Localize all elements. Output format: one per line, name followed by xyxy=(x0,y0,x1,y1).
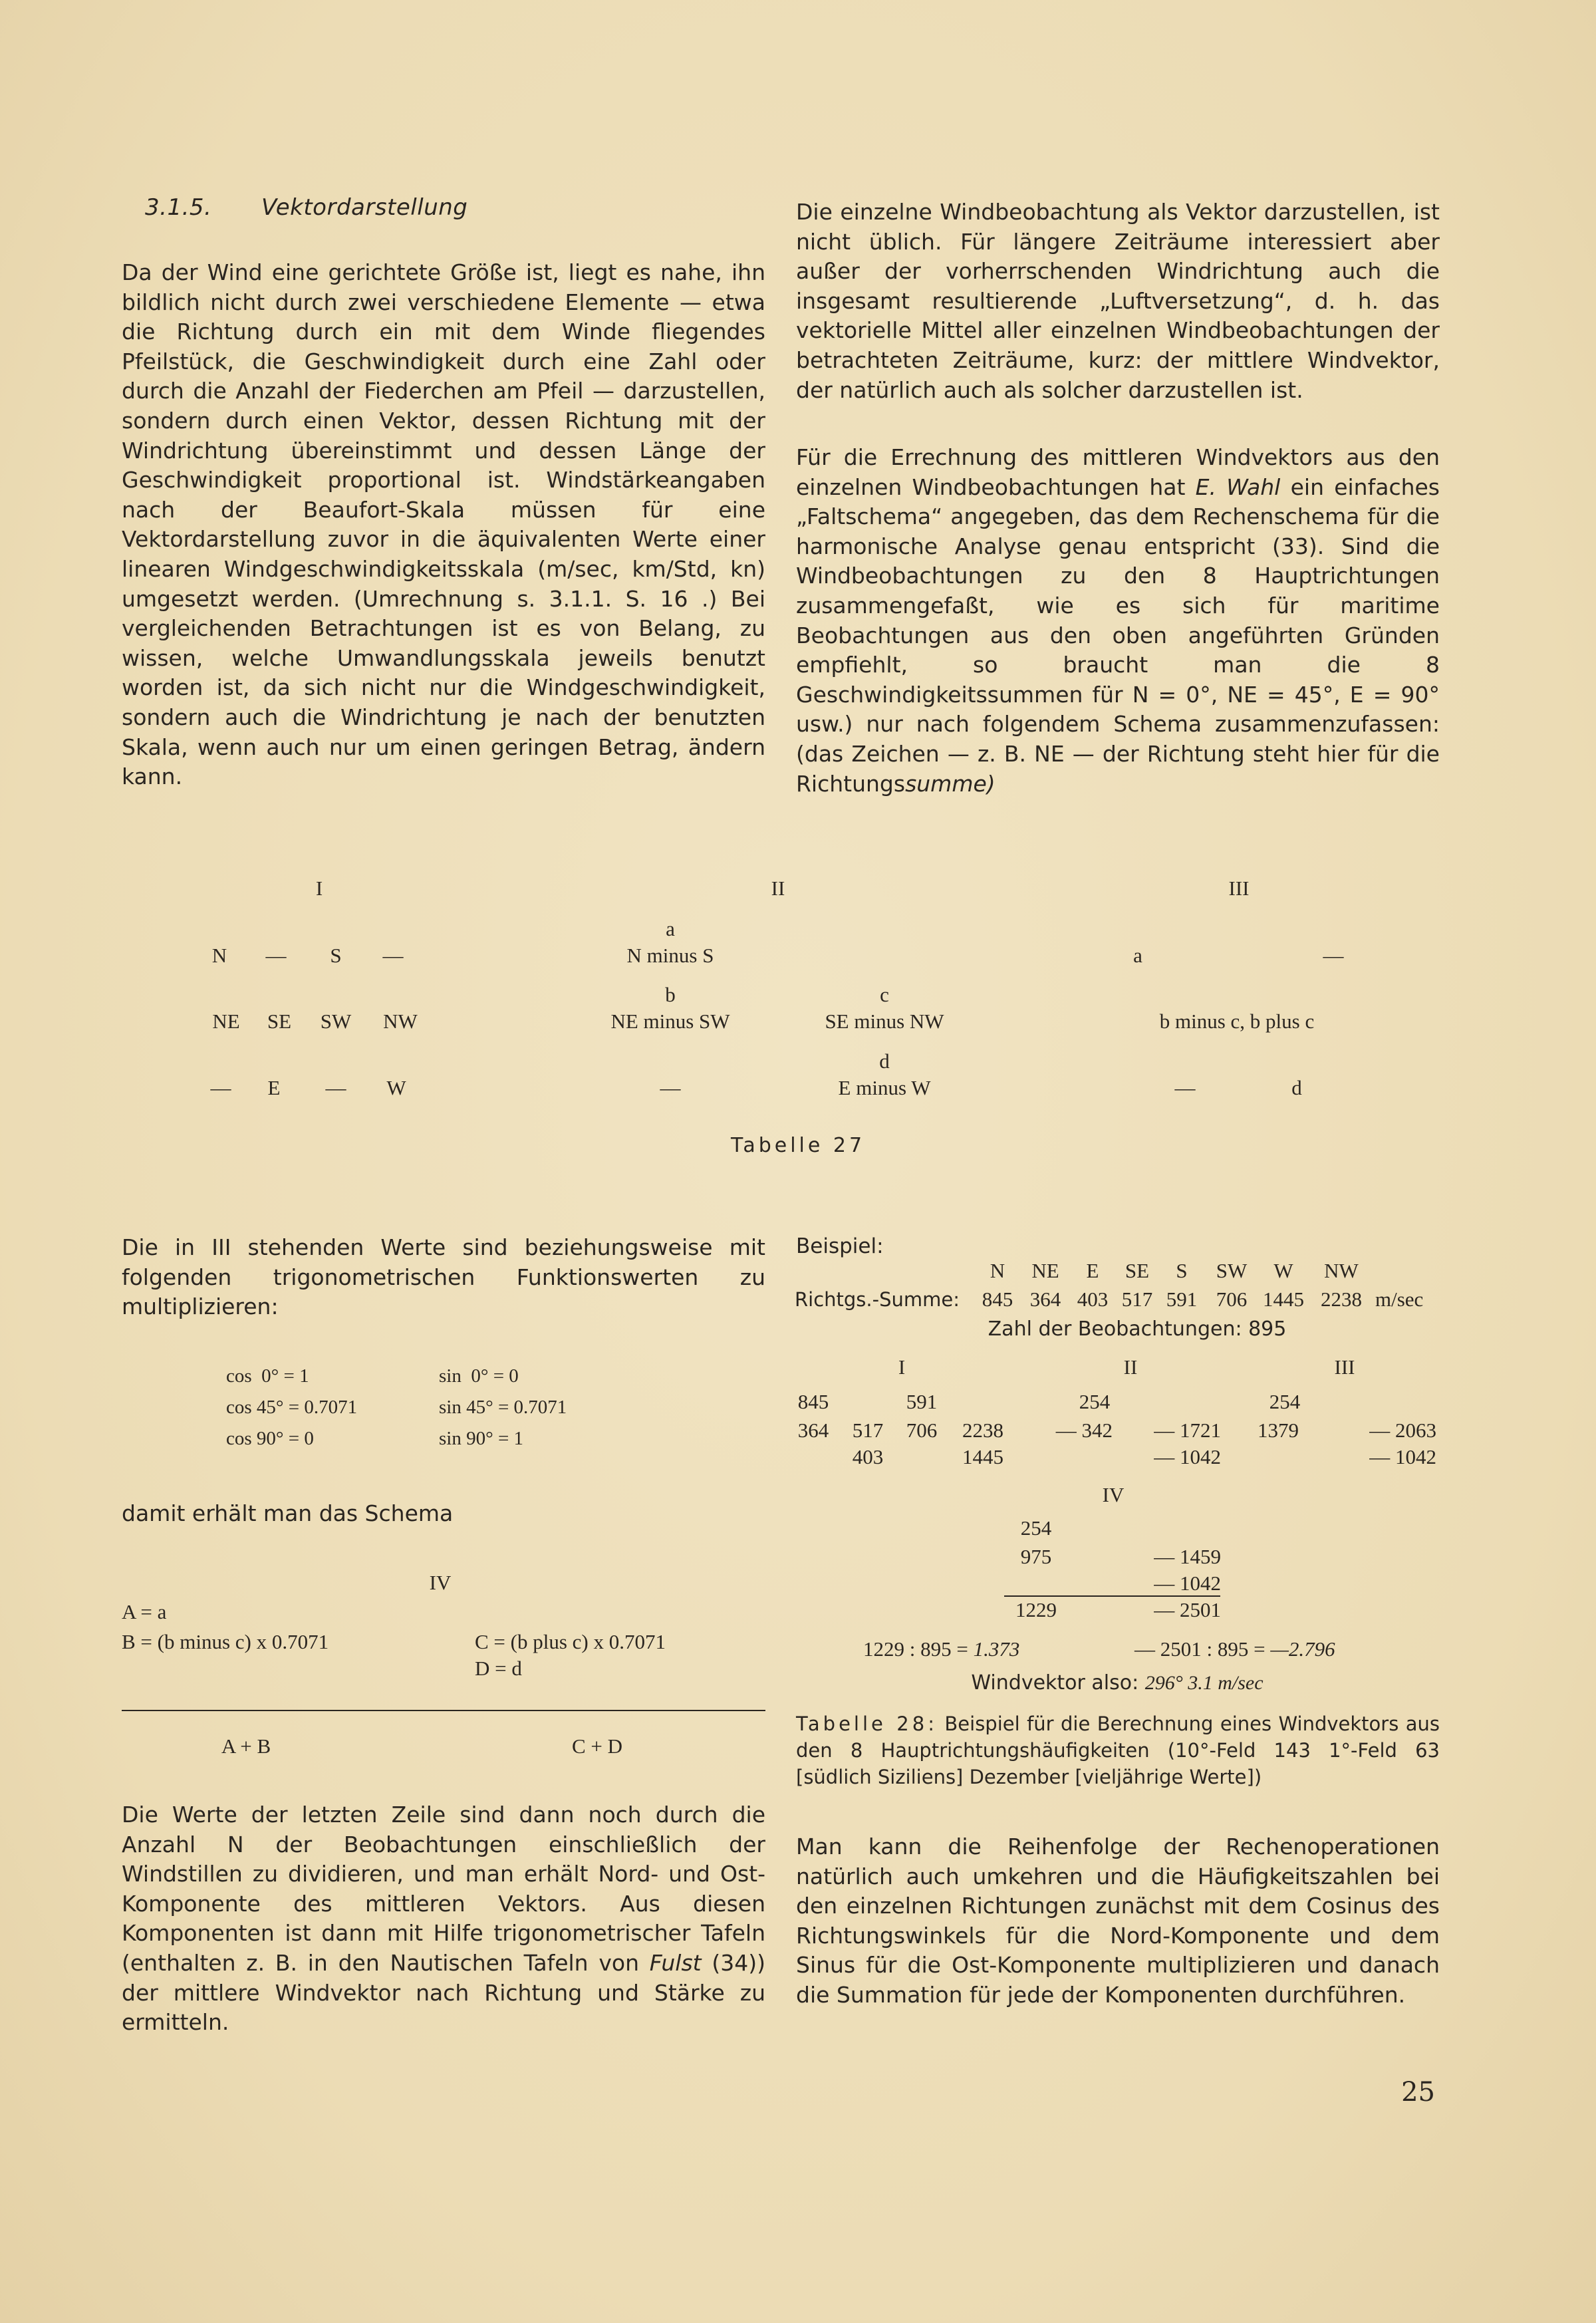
example-II-value: 254 xyxy=(1079,1390,1111,1413)
example-division-east xyxy=(1134,1637,1335,1661)
page-number: 25 xyxy=(1401,2077,1435,2108)
schema-IV-rule xyxy=(122,1710,765,1711)
author-name: E. Wahl xyxy=(1195,474,1281,500)
example-label: Beispiel: xyxy=(796,1234,884,1258)
schema-III-dash: — xyxy=(1323,944,1344,967)
schema-I-cell: S xyxy=(330,944,342,967)
example-division-north xyxy=(863,1637,1019,1661)
example-direction: NE xyxy=(1031,1259,1059,1282)
table-28-text: Beispiel für die Berechnung eines Windvektors aus den 8 Hauptrichtungshäufigkeiten (10°-Feld 143 1°-Feld 63 [südlich Siziliens] Dezember [vieljährige Werte]) xyxy=(796,1712,1440,1788)
example-count: Zahl der Beobachtungen: 895 xyxy=(988,1317,1287,1341)
example-IV-rule xyxy=(1004,1595,1220,1597)
schema-III-d: d xyxy=(1291,1076,1302,1099)
section-heading xyxy=(145,194,467,221)
schema-II-c-label: c xyxy=(880,983,889,1006)
example-IV-value: 254 xyxy=(1020,1516,1052,1540)
schema-IV-C: C = (b plus c) x 0.7071 xyxy=(475,1630,666,1653)
schema-I-cell: SE xyxy=(267,1010,292,1033)
schema-intro-text: damit erhält man das Schema xyxy=(122,1500,454,1526)
trig-cos: cos 45° = 0.7071 xyxy=(226,1397,358,1418)
division-expression: 1229 : 895 = xyxy=(863,1637,974,1661)
example-sum: 1445 xyxy=(1263,1288,1304,1311)
right-intro-paragraph-1: Die einzelne Windbeobachtung als Vektor darzustellen, ist nicht üblich. Für längere Zeiträume interessiert aber außer der vorherrschenden Windrichtung auch die insgesamt resultierende „Luftversetzung“, d. h. das vektorielle Mittel aller einzelnen Windbeobachtungen der betrachteten Zeiträume, kurz: der mittlere Windvektor, der natürlich auch als solcher darzustellen ist. xyxy=(796,199,1440,403)
example-III-value: 1379 xyxy=(1258,1419,1299,1442)
example-direction: SW xyxy=(1216,1259,1248,1282)
example-III-label: III xyxy=(1334,1355,1355,1379)
schema-II-a-expr: N minus S xyxy=(626,944,714,967)
schema-IV-B: B = (b minus c) x 0.7071 xyxy=(122,1630,329,1653)
example-IV-label: IV xyxy=(1102,1483,1125,1506)
example-direction: E xyxy=(1086,1259,1099,1282)
example-I-label: I xyxy=(898,1355,906,1379)
schema-col-III-label: III xyxy=(1228,877,1250,900)
section-title: Vektordarstellung xyxy=(261,194,468,221)
schema-IV-sum-left: A + B xyxy=(221,1734,271,1758)
schema-I-cell: E xyxy=(267,1076,281,1099)
right-intro-paragraph-2 xyxy=(796,443,1440,799)
schema-IV-D: D = d xyxy=(475,1657,522,1680)
paragraph-text: ein einfaches „Faltschema“ angegeben, das dem Rechenschema für die harmonische Analyse genau entspricht (33). Sind die Windbeobachtungen zu den 8 Hauptrichtungen zusammengefaßt, wie es sich für maritime Beobachtungen aus den oben angeführten Gründen empfiehlt, so braucht man die 8 Geschwindigkeitssummen für N = 0°, NE = 45°, E = 90° usw.) nur nach folgendem Schema zusammenzufassen: (das Zeichen — z. B. NE — der Richtung steht hier für die Richtungs xyxy=(796,474,1440,797)
trig-sin: sin 90° = 1 xyxy=(439,1428,524,1449)
trig-cos: cos 0° = 1 xyxy=(226,1365,309,1387)
division-expression: — 2501 : 895 = xyxy=(1134,1637,1271,1661)
schema-I-cell: N xyxy=(211,944,227,967)
example-I-value: 706 xyxy=(906,1419,938,1442)
example-II-value: — 342 xyxy=(1055,1419,1113,1442)
schema-II-dash: — xyxy=(660,1076,681,1099)
example-direction: N xyxy=(990,1259,1005,1282)
emphasis-text: summe) xyxy=(905,770,996,797)
vector-value: 296° 3.1 m/sec xyxy=(1144,1672,1264,1694)
paragraph-text: (34)) der mittlere Windvektor nach Richtung und Stärke zu ermitteln. xyxy=(122,1949,765,2036)
schema-I-cell: — xyxy=(382,944,404,967)
example-direction: W xyxy=(1273,1259,1293,1282)
trig-cos: cos 90° = 0 xyxy=(226,1428,314,1449)
example-sum-label: Richtgs.-Summe: xyxy=(795,1288,960,1311)
division-result: —2.796 xyxy=(1270,1637,1335,1661)
example-III-value: 254 xyxy=(1269,1390,1301,1413)
example-II-value: — 1721 xyxy=(1154,1419,1221,1442)
vector-label: Windvektor also: xyxy=(971,1671,1145,1695)
example-sum: 591 xyxy=(1166,1288,1198,1311)
schema-II-b-label: b xyxy=(665,983,676,1006)
example-wind-vector xyxy=(971,1671,1263,1695)
schema-IV-sum-right: C + D xyxy=(571,1734,623,1758)
schema-col-II-label: II xyxy=(771,877,785,900)
example-IV-value: — 1459 xyxy=(1154,1545,1221,1568)
schema-II-d-expr: E minus W xyxy=(838,1076,931,1099)
example-direction: SE xyxy=(1125,1259,1150,1282)
example-sum: 403 xyxy=(1077,1288,1109,1311)
example-IV-value: — 1042 xyxy=(1154,1571,1221,1595)
schema-I-cell: — xyxy=(325,1076,346,1099)
example-II-value: — 1042 xyxy=(1154,1445,1221,1468)
table-28-label: Tabelle 28: xyxy=(796,1712,938,1735)
schema-III-dash: — xyxy=(1174,1076,1196,1099)
example-I-value: 1445 xyxy=(962,1445,1003,1468)
example-III-value: — 2063 xyxy=(1369,1419,1436,1442)
schema-I-cell: — xyxy=(265,944,287,967)
example-IV-value: — 2501 xyxy=(1154,1598,1221,1621)
schema-II-a-label: a xyxy=(666,917,675,940)
left-end-paragraph xyxy=(122,1800,765,2038)
schema-IV-A: A = a xyxy=(122,1600,167,1623)
schema-III-a: a xyxy=(1133,944,1142,967)
example-I-value: 845 xyxy=(797,1390,829,1413)
example-I-value: 364 xyxy=(797,1419,829,1442)
example-IV-value: 1229 xyxy=(1015,1598,1057,1621)
example-I-value: 403 xyxy=(852,1445,884,1468)
schema-III-bc: b minus c, b plus c xyxy=(1159,1010,1315,1033)
example-sum: 2238 xyxy=(1321,1288,1362,1311)
example-sum: 706 xyxy=(1216,1288,1248,1311)
example-sum: 517 xyxy=(1121,1288,1153,1311)
schema-I-cell: SW xyxy=(320,1010,352,1033)
paragraph-text: Die Werte der letzten Zeile sind dann noch durch die Anzahl N der Beobachtungen einschließlich der Windstillen zu dividieren, und man erhält Nord- und Ost-Komponente des mittleren Vektors. Aus diesen Komponenten ist dann mit Hilfe trigonometrischer Tafeln (enthalten z. B. in den Nautischen Tafeln von xyxy=(122,1802,765,1976)
schema-I-cell: — xyxy=(210,1076,231,1099)
table-28-caption xyxy=(796,1710,1440,1790)
example-direction: S xyxy=(1176,1259,1188,1282)
author-name: Fulst xyxy=(649,1949,702,1976)
trig-sin: sin 0° = 0 xyxy=(439,1365,519,1387)
left-intro-paragraph: Da der Wind eine gerichtete Größe ist, liegt es nahe, ihn bildlich nicht durch zwei verschiedene Elemente — etwa die Richtung durch ein mit dem Winde fliegendes Pfeilstück, die Geschwindigkeit durch eine Zahl oder durch die Anzahl der Fiederchen am Pfeil — darzustellen, sondern durch einen Vektor, dessen Richtung mit der Windrichtung übereinstimmt und dessen Länge der Geschwindigkeit proportional ist. Windstärkeangaben nach der Beaufort-Skala müssen für eine Vektordarstellung zuvor in die äquivalenten Werte einer linearen Windgeschwindigkeitsskala (m/sec, km/Std, kn) umgesetzt werden. (Umrechnung s. 3.1.1. S. 16 .) Bei vergleichenden Betrachtungen ist es von Belang, zu wissen, welche Umwandlungsskala jeweils benutzt worden ist, da sich nicht nur die Windgeschwindigkeit, sondern auch die Windrichtung je nach der benutzten Skala, wenn auch nur um einen geringen Betrag, ändern kann. xyxy=(122,259,765,790)
example-sum: 364 xyxy=(1029,1288,1061,1311)
example-IV-value: 975 xyxy=(1020,1545,1052,1568)
schema-I-cell: W xyxy=(386,1076,406,1099)
section-number: 3.1.5. xyxy=(145,194,212,221)
example-III-value: — 1042 xyxy=(1369,1445,1436,1468)
table-27-caption: Tabelle 27 xyxy=(730,1134,866,1157)
example-II-label: II xyxy=(1123,1355,1138,1379)
schema-II-c-expr: SE minus NW xyxy=(825,1010,944,1033)
left-middle-paragraph: Die in III stehenden Werte sind beziehungsweise mit folgenden trigonometrischen Funktionswerten zu multiplizieren: xyxy=(122,1234,765,1320)
example-direction: NW xyxy=(1324,1259,1359,1282)
example-I-value: 517 xyxy=(852,1419,884,1442)
division-result: 1.373 xyxy=(973,1637,1020,1661)
paragraph-text: Für die Errechnung des mittleren Windvektors aus den einzelnen Windbeobachtungen hat xyxy=(796,444,1440,500)
example-unit: m/sec xyxy=(1375,1288,1424,1311)
schema-II-b-expr: NE minus SW xyxy=(610,1010,730,1033)
schema-I-cell: NE xyxy=(212,1010,240,1033)
right-end-paragraph: Man kann die Reihenfolge der Rechenoperationen natürlich auch umkehren und die Häufigkeitszahlen bei den einzelnen Richtungen zunächst mit dem Cosinus des Richtungswinkels für die Nord-Komponente und dem Sinus für die Ost-Komponente multiplizieren und danach die Summation für jede der Komponenten durchführen. xyxy=(796,1834,1440,2008)
schema-col-I-label: I xyxy=(315,877,323,900)
example-sum: 845 xyxy=(982,1288,1013,1311)
example-I-value: 591 xyxy=(906,1390,938,1413)
schema-IV-label: IV xyxy=(429,1571,452,1594)
schema-I-cell: NW xyxy=(383,1010,418,1033)
schema-II-d-label: d xyxy=(879,1049,890,1073)
example-I-value: 2238 xyxy=(962,1419,1003,1442)
trig-sin: sin 45° = 0.7071 xyxy=(439,1397,567,1418)
